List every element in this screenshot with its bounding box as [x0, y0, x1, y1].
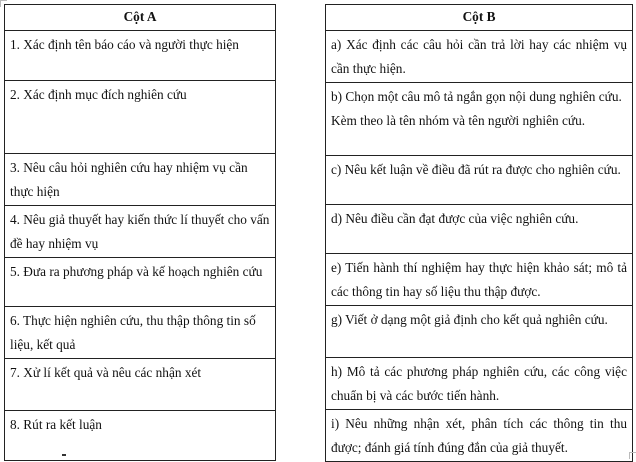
column-a-row-4: 4. Nêu giả thuyết hay kiến thức lí thuyết cho vấn đề hay nhiệm vụ	[5, 205, 276, 257]
stray-mark	[62, 454, 66, 456]
column-a-header: Cột A	[5, 5, 276, 31]
column-a-table	[4, 4, 276, 461]
column-a-row-5: 5. Đưa ra phương pháp và kế hoạch nghiên cứu	[5, 257, 276, 306]
column-b-row-i: i) Nêu những nhận xét, phân tích các thông tin thu được; đánh giá tính đúng đắn của giả thuyết.	[326, 409, 633, 461]
column-b-row-b-extra: Kèm theo là tên nhóm và tên người nghiên cứu.	[331, 113, 586, 128]
column-b-row-g: g) Viết ở dạng một giả định cho kết quả nghiên cứu.	[326, 305, 633, 357]
column-a-row-1: 1. Xác định tên báo cáo và người thực hiện	[5, 30, 276, 80]
column-b-row-a: a) Xác định các câu hỏi cần trả lời hay các nhiệm vụ cần thực hiện.	[326, 30, 633, 82]
column-b-table	[325, 4, 633, 462]
column-a-row-7: 7. Xử lí kết quả và nêu các nhận xét	[5, 358, 276, 410]
column-b-row-b	[326, 82, 633, 155]
column-a-row-2: 2. Xác định mục đích nghiên cứu	[5, 80, 276, 153]
column-b-row-h: h) Mô tả các phương pháp nghiên cứu, các công việc chuẩn bị và các bước tiến hành.	[326, 357, 633, 409]
column-b-row-b-text: b) Chọn một câu mô tả ngắn gọn nội dung nghiên cứu.	[331, 88, 622, 104]
column-a-row-8: 8. Rút ra kết luận	[5, 410, 276, 460]
column-b-row-d: d) Nêu điều cần đạt được của việc nghiên cứu.	[326, 204, 633, 253]
column-b-header: Cột B	[326, 5, 633, 31]
column-a-row-6: 6. Thực hiện nghiên cứu, thu thập thông tin số liệu, kết quả	[5, 306, 276, 358]
page-corner-mark	[629, 452, 636, 459]
column-b-row-c: c) Nêu kết luận về điều đã rút ra được cho nghiên cứu.	[326, 155, 633, 204]
column-a-row-3: 3. Nêu câu hỏi nghiên cứu hay nhiệm vụ cần thực hiện	[5, 153, 276, 205]
column-b-row-e: e) Tiến hành thí nghiệm hay thực hiện khảo sát; mô tả các thông tin hay số liệu thu thập được.	[326, 253, 633, 305]
